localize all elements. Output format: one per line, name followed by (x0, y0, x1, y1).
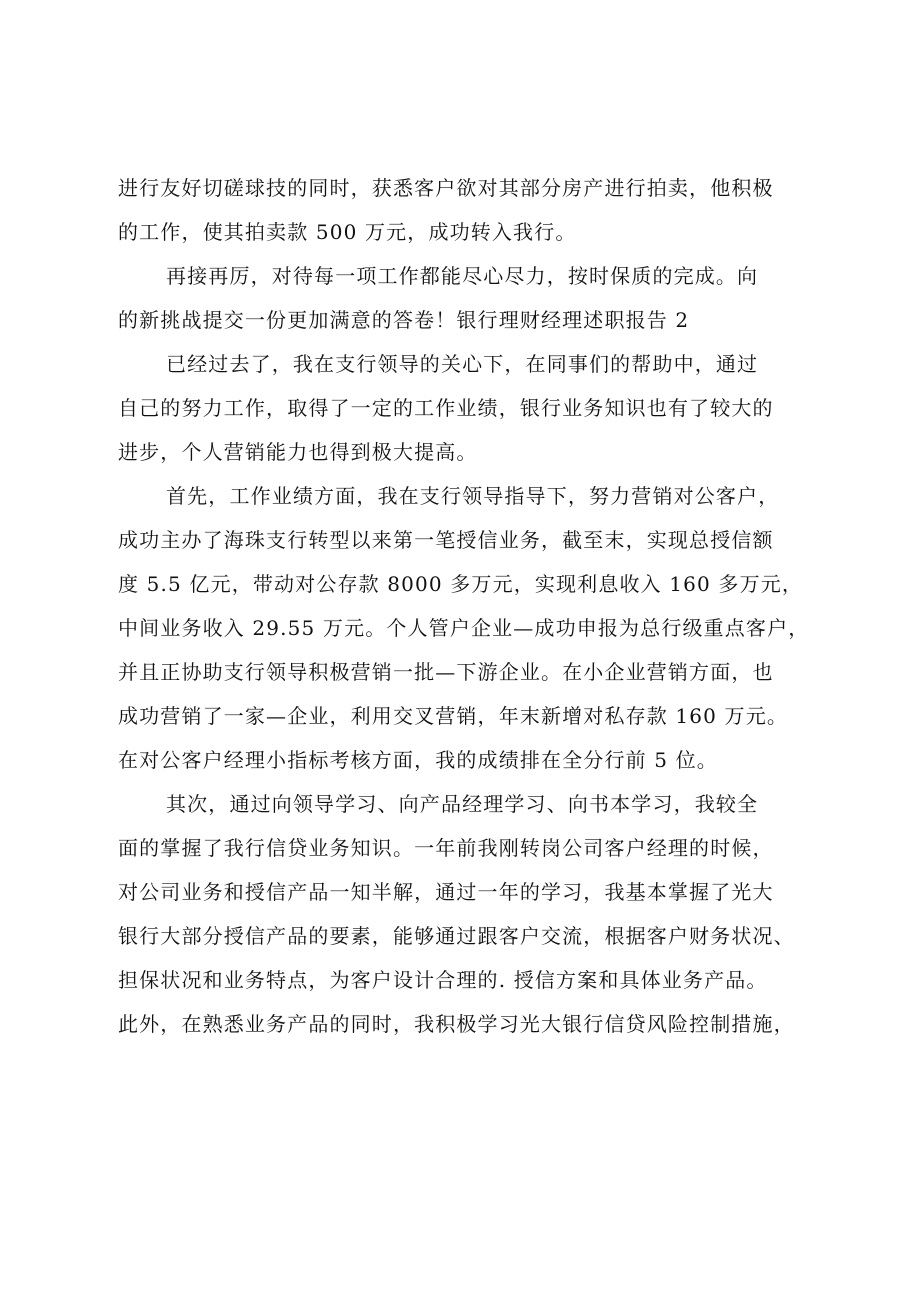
text-line-12: 并且正协助支行领导积极营销一批—下游企业。在小企业营销方面，也 (118, 660, 774, 684)
document-body (118, 166, 823, 1046)
text-line-13: 成功营销了一家—企业，利用交叉营销，年末新增对私存款 160 万元。 (118, 704, 788, 728)
text-line-3: 再接再厉，对待每一项工作都能尽心尽力，按时保质的完成。向 (166, 264, 759, 288)
text-line-20: 此外，在熟悉业务产品的同时，我积极学习光大银行信贷风险控制措施， (118, 1012, 795, 1036)
text-line-4: 的新挑战提交一份更加满意的答卷！银行理财经理述职报告 2 (118, 308, 690, 332)
text-line-16: 面的掌握了我行信贷业务知识。一年前我刚转岗公司客户经理的时候， (118, 836, 774, 860)
text-line-5: 已经过去了，我在支行领导的关心下，在同事们的帮助中，通过 (166, 352, 759, 376)
text-line-17: 对公司业务和授信产品一知半解，通过一年的学习，我基本掌握了光大 (118, 880, 774, 904)
text-line-7: 进步，个人营销能力也得到极大提高。 (118, 440, 478, 464)
text-line-19: 担保状况和业务特点，为客户设计合理的. 授信方案和具体业务产品。 (118, 968, 768, 992)
text-line-18: 银行大部分授信产品的要素，能够通过跟客户交流，根据客户财务状况、 (118, 924, 795, 948)
text-line-8: 首先，工作业绩方面，我在支行领导指导下，努力营销对公客户， (166, 484, 780, 508)
text-line-11: 中间业务收入 29.55 万元。个人管户企业—成功申报为总行级重点客户， (118, 616, 810, 640)
text-line-10: 度 5.5 亿元，带动对公存款 8000 多万元，实现利息收入 160 多万元， (118, 572, 804, 596)
text-line-6: 自己的努力工作，取得了一定的工作业绩，银行业务知识也有了较大的 (118, 396, 774, 420)
text-line-15: 其次，通过向领导学习、向产品经理学习、向书本学习，我较全 (166, 792, 759, 816)
text-line-1: 进行友好切磋球技的同时，获悉客户欲对其部分房产进行拍卖，他积极 (118, 176, 774, 200)
text-line-2: 的工作，使其拍卖款 500 万元，成功转入我行。 (118, 220, 577, 244)
text-line-14: 在对公客户经理小指标考核方面，我的成绩排在全分行前 5 位。 (118, 748, 718, 772)
text-line-9: 成功主办了海珠支行转型以来第一笔授信业务，截至末，实现总授信额 (118, 528, 774, 552)
